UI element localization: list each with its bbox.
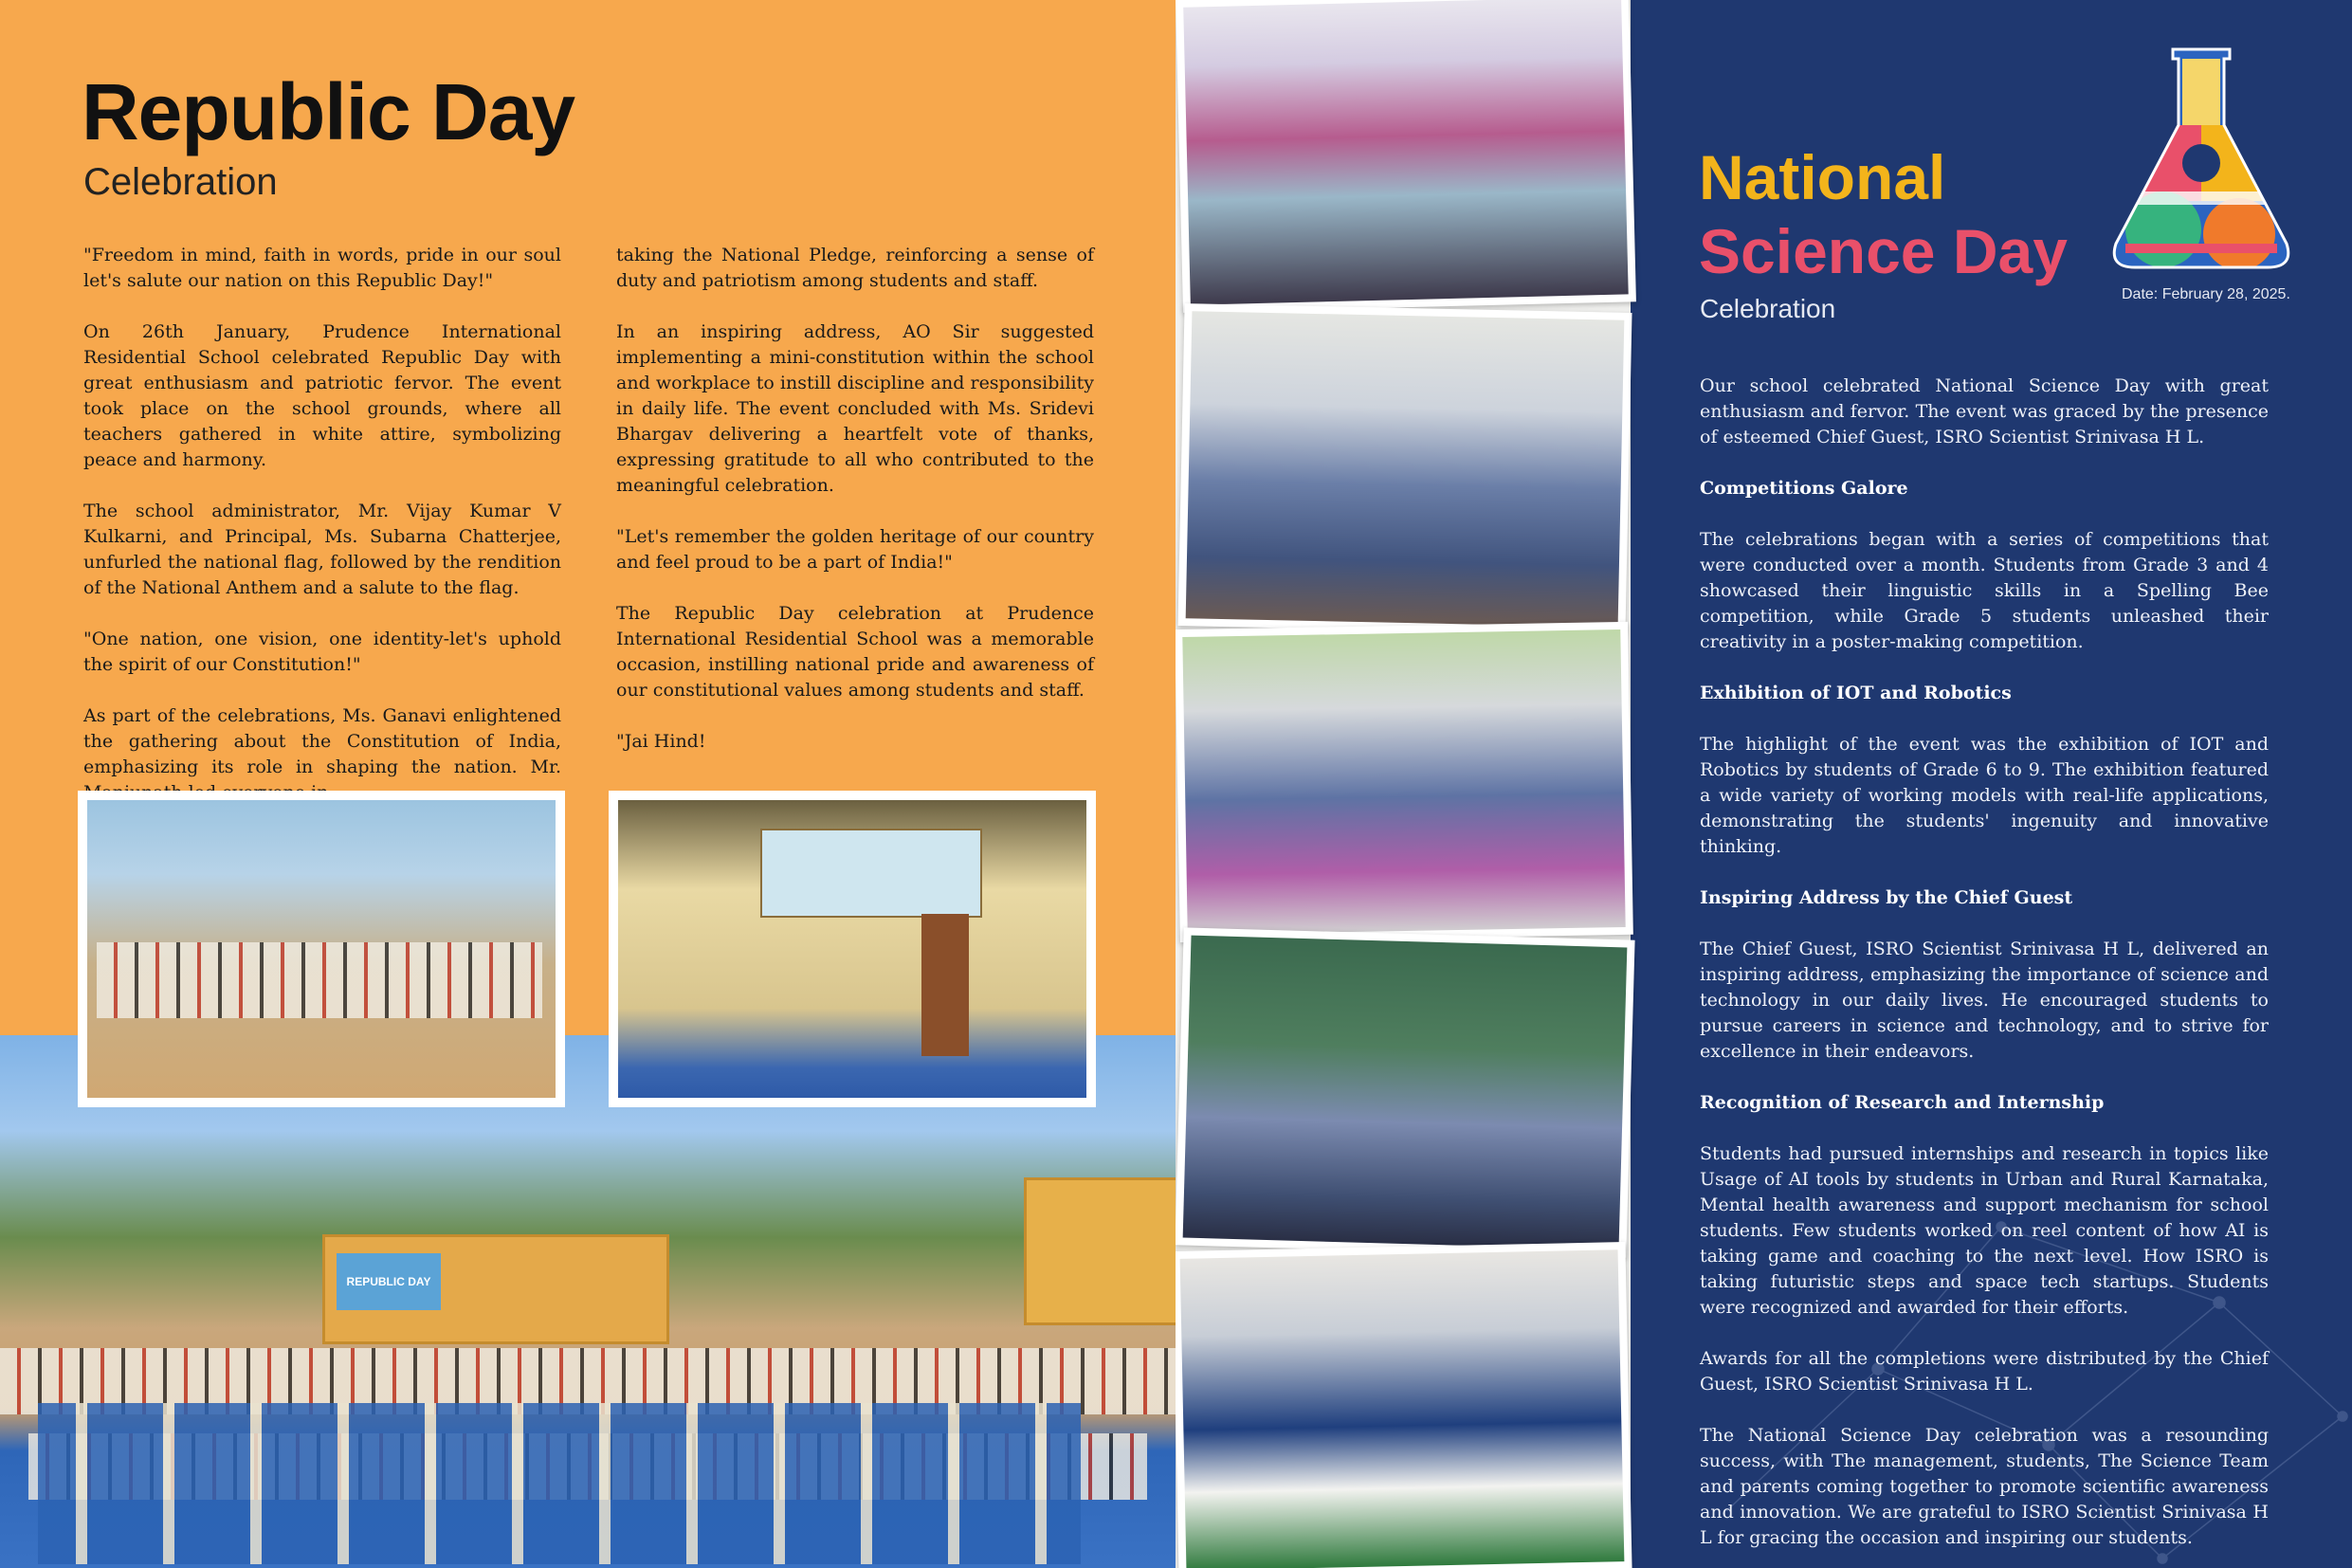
model-city-photo: [1176, 1242, 1632, 1568]
science-day-subtitle: Celebration: [1700, 294, 1836, 323]
paragraph: The school administrator, Mr. Vijay Kumar V Kulkarni, and Principal, Ms. Subarna Chatterjee, unfurled the national flag, followed by the rendition of the National Anthem and a salute to the flag.: [83, 501, 561, 598]
science-day-page: [1176, 0, 2352, 1568]
pledge-photo-image: [87, 800, 556, 1098]
paragraph: "Jai Hind!: [616, 731, 706, 752]
republic-day-column-2: [616, 243, 1094, 780]
chief-guest-photo: [1176, 0, 1636, 313]
chief-guest-photo-image: [1183, 0, 1629, 305]
science-day-title-line1: National: [1699, 142, 1946, 212]
paragraph: "Let's remember the golden heritage of our country and feel proud to be a part of India!": [616, 526, 1094, 573]
section-heading: Recognition of Research and Internship: [1700, 1092, 2105, 1113]
republic-day-column-1: [83, 243, 561, 831]
podium: [921, 914, 969, 1056]
stage-banner: REPUBLIC DAY: [337, 1253, 441, 1310]
paragraph: In an inspiring address, AO Sir suggested implementing a mini-constitution within the school and workplace to instill discipline and responsibility in daily life. The event concluded with Ms. Sridevi Bhargav delivering a heartfelt vote of thanks, expressing gratitude to all who contributed to the meaningful celebration.: [616, 321, 1094, 496]
paragraph: Awards for all the completions were distributed by the Chief Guest, ISRO Scientist Srinivasa H L.: [1700, 1348, 2269, 1395]
paragraph: Students had pursued internships and research in topics like Usage of AI tools by students in Urban and Rural Karnataka, Mental health awareness and support mechanism for school students. Few students worked on reel content of how AI is taking game and coaching to the next level. How ISRO is taking futuristic steps and space tech startups. Students were recognized and awarded for their efforts.: [1700, 1143, 2269, 1318]
section-heading: Competitions Galore: [1700, 478, 1908, 499]
classroom-presentation-photo: [1176, 927, 1635, 1257]
paragraph: On 26th January, Prudence International Residential School celebrated Republic Day with great enthusiasm and patriotic fervor. The event took place on the school grounds, where all teachers gathered in white attire, symbolizing peace and harmony.: [83, 321, 561, 470]
science-day-body: [1700, 374, 2269, 1568]
paragraph: As part of the celebrations, Ms. Ganavi enlightened the gathering about the Constitution of India, emphasizing its role in shaping the nation. Mr.: [83, 705, 561, 777]
paragraph: "One nation, one vision, one identity-let's uphold the spirit of our Constitution!": [83, 629, 561, 675]
flag-hoisting-photo: [609, 791, 1096, 1107]
republic-day-title: Republic Day: [82, 67, 575, 156]
paragraph: The National Science Day celebration was a resounding success, with The management, students, The Science Team and parents coming together to promote scientific awareness and innovation. We are grateful to ISRO Scientist Srinivasa H L for gracing the occasion and inspiring our students.: [1700, 1425, 2269, 1548]
event-date: Date: February 28, 2025.: [2122, 286, 2290, 302]
republic-day-subtitle: Celebration: [83, 161, 278, 203]
paragraph: The highlight of the event was the exhibition of IOT and Robotics by students of Grade 6 to 9. The exhibition featured a wide variety of working models with real-life applications, demonstrating the students' ingenuity and innovative thinking.: [1700, 734, 2269, 857]
flask-icon: [2106, 40, 2296, 275]
students-exhibit-photo-image: [1182, 629, 1625, 935]
science-day-title-line2: Science Day: [1699, 216, 2068, 286]
model-city-photo-image: [1180, 1249, 1625, 1568]
paragraph: The Republic Day celebration at Prudence International Residential School was a memorable occasion, instilling national pride and awareness of our constitutional values among students and staff.: [616, 603, 1094, 701]
intro-paragraph: Our school celebrated National Science Day with great enthusiasm and fervor. The event was graced by the presence of esteemed Chief Guest, ISRO Scientist Srinivasa H L.: [1700, 375, 2269, 447]
science-day-title: [1699, 140, 2068, 288]
pledge-photo: [78, 791, 565, 1107]
students-exhibit-photo: [1176, 622, 1633, 942]
photo-strip: [1176, 0, 1631, 1568]
republic-day-backdrop: [760, 829, 982, 918]
blue-chairs: [38, 1403, 1081, 1564]
paragraph: "Freedom in mind, faith in words, pride in our soul let's salute our nation on this Republic Day!": [83, 245, 561, 291]
section-heading: Inspiring Address by the Chief Guest: [1700, 887, 2073, 908]
robotics-model-photo: [1177, 303, 1632, 635]
robotics-model-photo-image: [1186, 311, 1625, 627]
school-building: [1024, 1177, 1176, 1325]
section-heading: Exhibition of IOT and Robotics: [1700, 683, 2012, 703]
paragraph: The Chief Guest, ISRO Scientist Srinivasa H L, delivered an inspiring address, emphasizing the importance of science and technology in our daily lives. He encouraged students to pursue careers in science and technology, and to strive for excellence in their endeavors.: [1700, 939, 2269, 1062]
classroom-presentation-photo-image: [1183, 936, 1628, 1250]
flag-hoisting-photo-image: [618, 800, 1086, 1098]
teachers-row: [97, 942, 542, 1018]
paragraph: taking the National Pledge, reinforcing a sense of duty and patriotism among students and staff.: [616, 245, 1094, 291]
paragraph: The celebrations began with a series of competitions that were conducted over a month. Students from Grade 3 and 4 showcased their linguistic skills in a Spelling Bee competition, while Grade 5 students unleashed their creativity in a poster-making competition.: [1700, 529, 2269, 652]
